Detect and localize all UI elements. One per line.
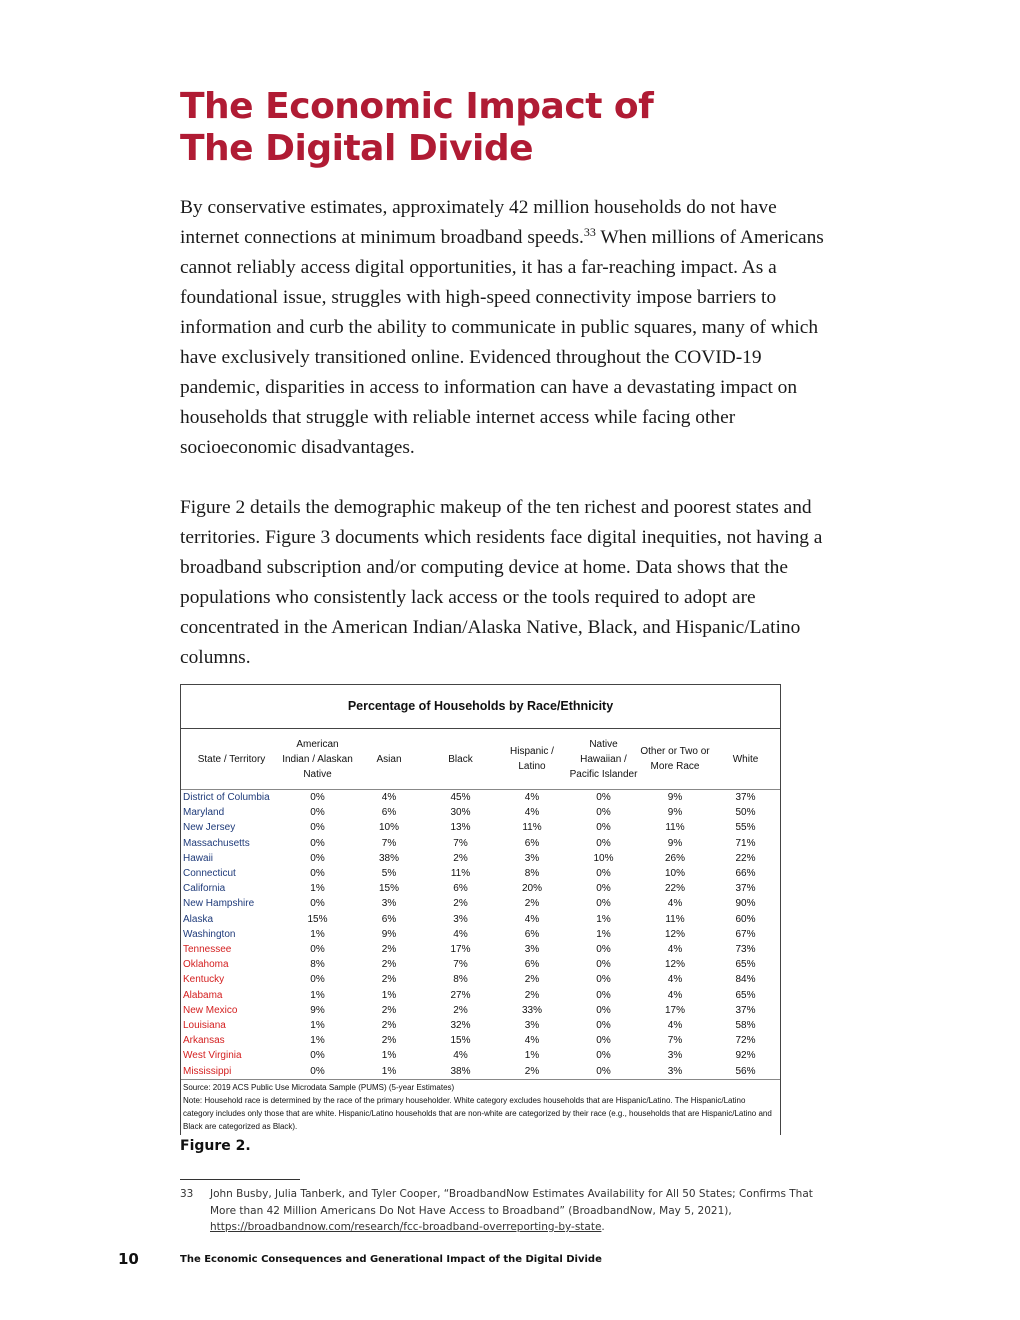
value-cell: 3% [381,898,397,910]
figure-caption: Figure 2. [180,1138,251,1154]
value-cell: 0% [596,944,611,956]
column-header: Hispanic / Latino [496,729,568,790]
value-cell: 0% [596,959,611,971]
value-cell: 0% [596,1050,611,1062]
column-header: Black [425,729,496,790]
value-cell: 3% [524,1020,540,1032]
value-cell: 37% [735,883,756,895]
value-cell: 6% [524,928,540,940]
footnote-link[interactable]: https://broadbandnow.com/research/fcc-broadband-overreporting-by-state [210,1221,602,1233]
table-row [181,912,780,927]
value-cell: 0% [596,898,611,910]
value-cell: 9% [667,837,683,849]
value-cell: 0% [596,989,611,1001]
value-cell: 55% [735,822,756,834]
value-cell: 50% [735,807,756,819]
value-cell: 0% [596,792,611,803]
value-cell: 4% [667,989,683,1001]
value-cell: 45% [450,792,471,803]
value-cell: 10% [378,822,399,834]
state-cell: Alaska [183,913,214,925]
value-cell: 6% [453,883,468,895]
value-cell: 37% [735,1004,756,1016]
value-cell: 1% [596,928,611,940]
value-cell: 9% [310,1004,325,1016]
state-cell: Oklahoma [183,959,229,971]
value-cell: 90% [735,898,756,910]
value-cell: 0% [310,852,325,864]
value-cell: 37% [735,792,756,803]
value-cell: 7% [381,837,397,849]
state-cell: Louisiana [183,1020,226,1032]
table-row [181,790,780,806]
value-cell: 3% [667,1050,683,1062]
value-cell: 4% [453,928,468,940]
value-cell: 2% [381,974,397,986]
state-cell: New Jersey [183,822,236,834]
value-cell: 4% [381,792,397,803]
body-paragraph-2: Figure 2 details the demographic makeup of the ten richest and poorest states and territories. Figure 3 documents which residents face digital inequities, not having a broadband subscription and/or computing device at home. Data shows that the populations who consistently lack access or the tools required to adopt are concentrated in the American Indian/Alaska Native, Black, and Hispanic/Latino columns. [180,497,823,668]
state-cell: Washington [183,928,236,940]
value-cell: 10% [593,852,614,864]
table-body [181,790,780,1079]
state-cell: Mississippi [183,1065,232,1077]
value-cell: 1% [310,1035,325,1047]
table-row [181,957,780,972]
state-cell: Arkansas [183,1035,225,1047]
value-cell: 73% [735,944,756,956]
footnote-divider [180,1179,300,1180]
table-row [181,836,780,851]
value-cell: 0% [596,1020,611,1032]
value-cell: 0% [596,974,611,986]
state-cell: New Hampshire [183,898,255,910]
value-cell: 1% [524,1050,540,1062]
value-cell: 2% [381,944,397,956]
page-title-line-2: The Digital Divide [180,128,534,169]
table-row [181,927,780,942]
value-cell: 5% [381,868,397,880]
value-cell: 0% [596,1035,611,1047]
value-cell: 0% [310,792,325,803]
table-row [181,1018,780,1033]
value-cell: 3% [524,944,540,956]
value-cell: 2% [381,1020,397,1032]
value-cell: 2% [524,989,540,1001]
value-cell: 3% [453,913,468,925]
value-cell: 67% [735,928,756,940]
value-cell: 4% [667,898,683,910]
value-cell: 2% [381,1004,397,1016]
value-cell: 15% [378,883,399,895]
value-cell: 0% [596,883,611,895]
value-cell: 2% [453,898,468,910]
value-cell: 2% [453,852,468,864]
state-cell: Kentucky [183,974,225,986]
value-cell: 0% [596,837,611,849]
value-cell: 65% [735,989,756,1001]
page-number: 10 [118,1250,139,1268]
value-cell: 0% [310,868,325,880]
value-cell: 27% [450,989,471,1001]
table-note: Note: Household race is determined by the race of the primary householder. White category excludes households that are Hispanic/Latino. The Hispanic/Latino category includes only those that are white. Hispanic/Latino households that are non-white are categorized by their race (e.g., households that are Hispanic/Latino and Black are categorized as Black). [183,1095,772,1131]
state-cell: West Virginia [183,1050,242,1062]
value-cell: 0% [596,868,611,880]
value-cell: 1% [381,1065,397,1077]
value-cell: 38% [378,852,399,864]
value-cell: 0% [310,898,325,910]
table-row [181,1048,780,1063]
value-cell: 56% [735,1065,756,1077]
value-cell: 15% [450,1035,471,1047]
table-notes [181,1079,780,1135]
table-header-row [181,729,780,790]
value-cell: 0% [596,1065,611,1077]
value-cell: 6% [524,959,540,971]
value-cell: 11% [522,822,542,834]
value-cell: 65% [735,959,756,971]
value-cell: 17% [450,944,471,956]
value-cell: 1% [381,989,397,1001]
race-ethnicity-table [181,729,780,1079]
paragraph-1-text: By conservative estimates, approximately 42 million households do not have internet connections at minimum broadband speeds. [180,197,777,248]
table-row [181,866,780,881]
page-title-line-1: The Economic Impact of [180,86,654,127]
value-cell: 4% [524,913,540,925]
value-cell: 0% [310,974,325,986]
table-row [181,988,780,1003]
column-header: Native Hawaiian / Pacific Islander [568,729,639,790]
value-cell: 3% [667,1065,683,1077]
value-cell: 20% [521,883,542,895]
value-cell: 12% [664,959,685,971]
value-cell: 2% [381,959,397,971]
column-header: Asian [353,729,425,790]
state-cell: Alabama [183,989,223,1001]
value-cell: 8% [453,974,468,986]
table-row [181,942,780,957]
value-cell: 4% [667,1020,683,1032]
value-cell: 2% [524,898,540,910]
value-cell: 26% [664,852,685,864]
value-cell: 9% [667,792,683,803]
value-cell: 38% [450,1065,471,1077]
value-cell: 0% [596,822,611,834]
value-cell: 22% [664,883,685,895]
state-cell: District of Columbia [183,792,270,803]
value-cell: 11% [665,822,685,834]
state-cell: Maryland [183,807,225,819]
value-cell: 11% [450,868,471,880]
value-cell: 1% [381,1050,397,1062]
value-cell: 11% [665,913,685,925]
value-cell: 0% [310,1065,325,1077]
footnote-text: John Busby, Julia Tanberk, and Tyler Cooper, “BroadbandNow Estimates Availability for All 50 States; Confirms That More than 42 Million Americans Do Not Have Access to Broadband” (BroadbandNow, May 5, 2021), [210,1188,813,1217]
value-cell: 4% [667,944,683,956]
column-header: Other or Two or More Race [639,729,711,790]
value-cell: 9% [381,928,397,940]
figure-2-table-container [180,684,781,1135]
value-cell: 0% [596,1004,611,1016]
state-cell: Hawaii [183,852,214,864]
value-cell: 15% [307,913,328,925]
column-header: White [711,729,780,790]
column-header: State / Territory [181,729,282,790]
value-cell: 4% [524,1035,540,1047]
table-row [181,896,780,911]
running-footer: The Economic Consequences and Generational Impact of the Digital Divide [180,1254,602,1265]
value-cell: 22% [735,852,756,864]
table-row [181,820,780,835]
value-cell: 60% [735,913,756,925]
value-cell: 0% [310,1050,325,1062]
value-cell: 1% [596,913,611,925]
value-cell: 10% [664,868,685,880]
value-cell: 8% [310,959,325,971]
page-title [180,86,653,170]
value-cell: 66% [735,868,756,880]
value-cell: 0% [596,807,611,819]
value-cell: 9% [667,807,683,819]
footnote-reference[interactable]: 33 [583,225,596,239]
value-cell: 4% [524,792,540,803]
state-cell: California [183,883,226,895]
value-cell: 0% [310,944,325,956]
value-cell: 58% [735,1020,756,1032]
table-row [181,881,780,896]
table-row [181,1064,780,1079]
value-cell: 1% [310,883,325,895]
table-row [181,1033,780,1048]
value-cell: 6% [524,837,540,849]
table-source: Source: 2019 ACS Public Use Microdata Sample (PUMS) (5-year Estimates) [183,1082,455,1092]
value-cell: 12% [664,928,685,940]
table-row [181,972,780,987]
footnote-number: 33 [180,1188,194,1200]
paragraph-1-text-continued: When millions of Americans cannot reliably access digital opportunities, it has a far-reaching impact. As a foundational issue, struggles with high-speed connectivity impose barriers to information and curb the ability to communicate in public squares, many of which have exclusively transitioned online. Evidenced throughout the COVID-19 pandemic, disparities in access to information can have a devastating impact on households that struggle with reliable internet access while facing other socioeconomic disadvantages. [180,227,824,458]
value-cell: 33% [521,1004,542,1016]
value-cell: 7% [667,1035,683,1047]
value-cell: 71% [735,837,756,849]
value-cell: 0% [310,807,325,819]
value-cell: 0% [310,822,325,834]
value-cell: 30% [450,807,471,819]
value-cell: 3% [524,852,540,864]
value-cell: 32% [450,1020,471,1032]
state-cell: Tennessee [183,944,232,956]
figure-title: Percentage of Households by Race/Ethnicity [181,685,780,729]
state-cell: Connecticut [183,868,236,880]
value-cell: 1% [310,989,325,1001]
value-cell: 2% [524,974,540,986]
table-row [181,851,780,866]
value-cell: 4% [524,807,540,819]
column-header: American Indian / Alaskan Native [282,729,353,790]
footnote-text-block [210,1186,820,1236]
state-cell: Massachusetts [183,837,250,849]
value-cell: 1% [310,1020,325,1032]
value-cell: 8% [524,868,540,880]
state-cell: New Mexico [183,1004,238,1016]
value-cell: 4% [453,1050,468,1062]
value-cell: 2% [453,1004,468,1016]
footnote [180,1186,820,1236]
value-cell: 2% [381,1035,397,1047]
value-cell: 92% [735,1050,756,1062]
value-cell: 84% [735,974,756,986]
footnote-end: . [601,1221,605,1233]
table-row [181,805,780,820]
value-cell: 0% [310,837,325,849]
value-cell: 2% [524,1065,540,1077]
value-cell: 72% [735,1035,756,1047]
value-cell: 4% [667,974,683,986]
value-cell: 13% [450,822,471,834]
body-paragraph-1 [180,193,840,463]
value-cell: 1% [310,928,325,940]
value-cell: 7% [453,959,468,971]
value-cell: 17% [664,1004,685,1016]
table-row [181,1003,780,1018]
value-cell: 6% [381,913,397,925]
value-cell: 7% [453,837,468,849]
value-cell: 6% [381,807,397,819]
